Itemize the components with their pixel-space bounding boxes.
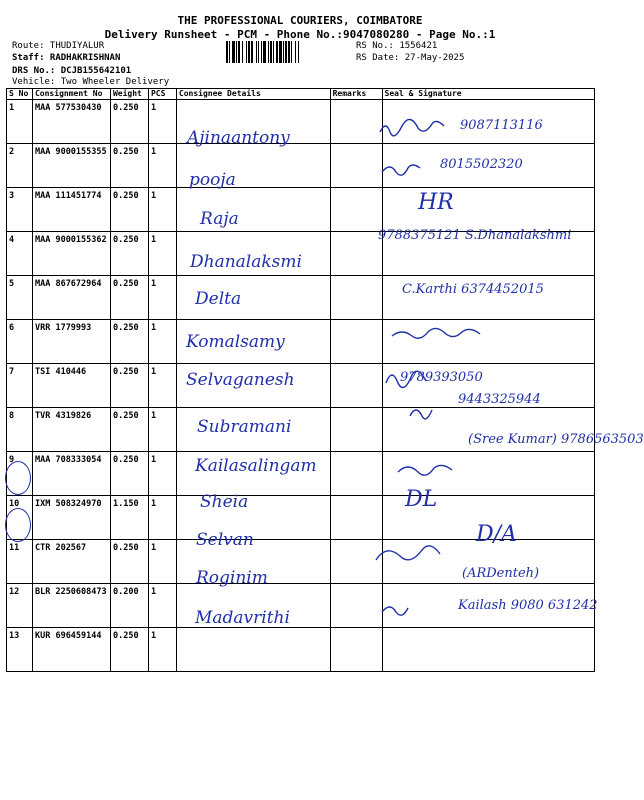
weight-cell: 0.250	[110, 144, 148, 188]
handwritten-consignee: pooja	[189, 170, 236, 190]
consignment-cell: MAA 9000155355	[32, 144, 110, 188]
signature-stroke	[410, 410, 432, 419]
col-header-weight: Weight	[110, 89, 148, 100]
handwritten-signature: HR	[418, 190, 454, 215]
handwritten-consignee: Komalsamy	[186, 332, 285, 352]
signature-stroke	[382, 165, 420, 175]
rs-number: RS No.: 1556421	[356, 41, 438, 51]
pcs-cell: 1	[148, 584, 176, 628]
weight-cell: 0.250	[110, 540, 148, 584]
pcs-cell: 1	[148, 320, 176, 364]
pcs-cell: 1	[148, 144, 176, 188]
pcs-cell: 1	[148, 452, 176, 496]
handwritten-consignee: Roginim	[196, 568, 268, 588]
consignment-cell: TSI 410446	[32, 364, 110, 408]
pcs-cell: 1	[148, 496, 176, 540]
sno-cell: 9	[7, 452, 33, 496]
consignment-cell: MAA 708333054	[32, 452, 110, 496]
pcs-cell: 1	[148, 364, 176, 408]
drs-number: DRS No.: DCJB155642101	[12, 66, 132, 76]
col-header-remarks: Remarks	[330, 89, 382, 100]
sno-cell: 8	[7, 408, 33, 452]
weight-cell: 0.250	[110, 408, 148, 452]
handwritten-signature: (Sree Kumar) 9786563503	[468, 432, 644, 447]
staff-label: Staff: RADHAKRISHNAN	[12, 53, 121, 63]
handwritten-signature: C.Karthi 6374452015	[402, 282, 544, 297]
col-header-consignee: Consignee Details	[176, 89, 330, 100]
company-name: THE PROFESSIONAL COURIERS, COIMBATORE	[177, 14, 423, 27]
runsheet-subtitle: Delivery Runsheet - PCM - Phone No.:9047080280 - Page No.:1	[104, 28, 496, 41]
pcs-cell: 1	[148, 232, 176, 276]
handwritten-signature: DL	[405, 487, 438, 512]
consignment-cell: CTR 202567	[32, 540, 110, 584]
handwritten-consignee: Selvan	[196, 530, 254, 550]
consignment-cell: MAA 867672964	[32, 276, 110, 320]
pcs-cell: 1	[148, 628, 176, 672]
signature-stroke	[386, 371, 426, 387]
sno-cell: 2	[7, 144, 33, 188]
handwritten-consignee: Selvaganesh	[186, 370, 295, 390]
weight-cell: 0.250	[110, 100, 148, 144]
weight-cell: 0.250	[110, 188, 148, 232]
handwritten-consignee: Subramani	[197, 417, 292, 437]
weight-cell: 1.150	[110, 496, 148, 540]
handwritten-consignee: Madavrithi	[195, 608, 290, 628]
weight-cell: 0.250	[110, 276, 148, 320]
weight-cell: 0.250	[110, 232, 148, 276]
sno-cell: 11	[7, 540, 33, 584]
consignment-cell: MAA 111451774	[32, 188, 110, 232]
handwritten-signature: 8015502320	[440, 157, 523, 172]
col-header-sno: S No	[7, 89, 33, 100]
handwritten-signature: D/A	[476, 522, 517, 547]
weight-cell: 0.250	[110, 628, 148, 672]
handwritten-signature: 9443325944	[458, 392, 541, 407]
handwritten-signature: Kailash 9080 631242	[458, 598, 598, 613]
handwritten-consignee: Dhanalaksmi	[190, 252, 302, 272]
consignment-cell: MAA 577530430	[32, 100, 110, 144]
handwritten-consignee: Sheia	[200, 492, 249, 512]
signature-stroke	[382, 607, 408, 615]
sno-cell: 1	[7, 100, 33, 144]
handwritten-signature: 9788375121 S.Dhanalakshmi	[378, 228, 572, 243]
route-label: Route: THUDIYALUR	[12, 41, 105, 51]
handwritten-signature: (ARDenteh)	[462, 566, 540, 581]
handwritten-consignee: Raja	[200, 209, 239, 229]
signature-stroke	[380, 119, 444, 135]
pcs-cell: 1	[148, 276, 176, 320]
handwritten-signature: 9087113116	[460, 118, 543, 133]
consignment-cell: VRR 1779993	[32, 320, 110, 364]
weight-cell: 0.250	[110, 452, 148, 496]
sno-cell: 13	[7, 628, 33, 672]
signature-stroke	[398, 465, 452, 475]
handwritten-consignee: Kailasalingam	[195, 456, 317, 476]
weight-cell: 0.250	[110, 320, 148, 364]
pcs-cell: 1	[148, 100, 176, 144]
sno-cell: 3	[7, 188, 33, 232]
consignment-cell: IXM 508324970	[32, 496, 110, 540]
consignment-cell: MAA 9000155362	[32, 232, 110, 276]
sno-cell: 6	[7, 320, 33, 364]
vehicle-label: Vehicle: Two Wheeler Delivery	[12, 77, 170, 87]
pcs-cell: 1	[148, 540, 176, 584]
weight-cell: 0.250	[110, 364, 148, 408]
col-header-signature: Seal & Signature	[382, 89, 594, 100]
sno-cell: 10	[7, 496, 33, 540]
pcs-cell: 1	[148, 188, 176, 232]
signature-stroke	[376, 546, 440, 560]
consignment-cell: BLR 2250608473	[32, 584, 110, 628]
col-header-consignment: Consignment No	[32, 89, 110, 100]
col-header-pcs: PCS	[148, 89, 176, 100]
sno-cell: 4	[7, 232, 33, 276]
consignment-cell: TVR 4319826	[32, 408, 110, 452]
signature-stroke	[392, 328, 480, 338]
pcs-cell: 1	[148, 408, 176, 452]
handwritten-signature: 9789393050	[400, 370, 483, 385]
rs-date: RS Date: 27-May-2025	[356, 53, 465, 63]
sno-cell: 12	[7, 584, 33, 628]
handwritten-consignee: Delta	[195, 289, 242, 309]
sno-cell: 5	[7, 276, 33, 320]
consignment-cell: KUR 696459144	[32, 628, 110, 672]
weight-cell: 0.200	[110, 584, 148, 628]
handwritten-consignee: Ajinaantony	[187, 128, 290, 148]
sno-cell: 7	[7, 364, 33, 408]
